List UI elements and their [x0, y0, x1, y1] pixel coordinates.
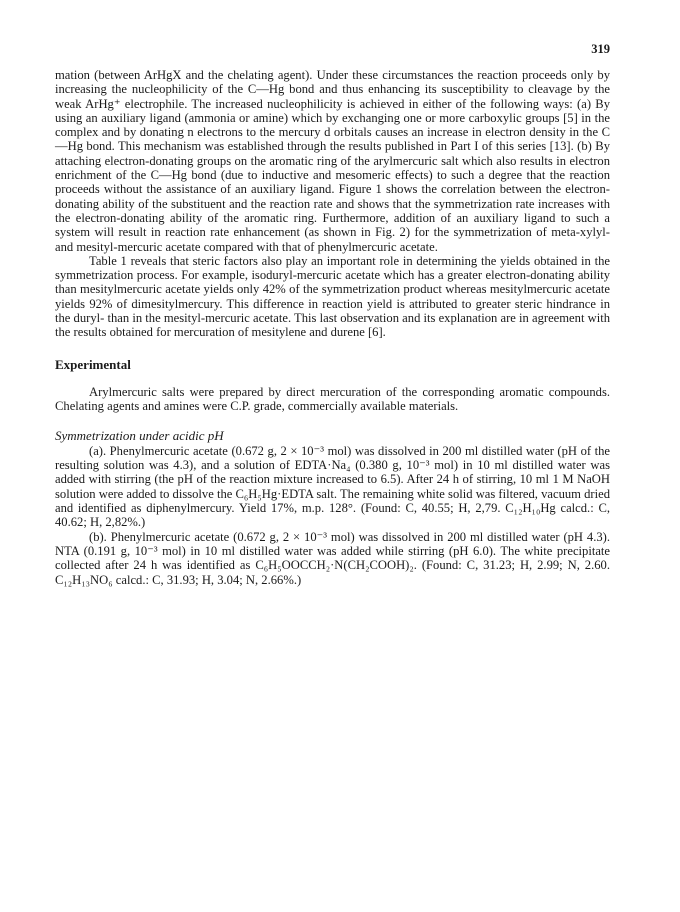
procedure-a-paragraph: (a). Phenylmercuric acetate (0.672 g, 2 × 10⁻³ mol) was dissolved in 200 ml distilled water (pH of the resulting solution was 4.3), and a solution of EDTA·Na₄ (0.380 g, 10⁻³ mol) in 10 ml distilled water was added with stirring (the pH of the reaction mixture increased to 6.5). After 24 h of stirring, 10 ml 1 M NaOH solution were added to dissolve the C₆H₅Hg·EDTA salt. The remaining white solid was filtered, vacuum dried and identified as diphenylmercury. Yield 17%, m.p. 128°. (Found: C, 40.55; H, 2,79. C₁₂H₁₀Hg calcd.: C, 40.62; H, 2,82%.) — [55, 443, 610, 530]
section-subheading: Symmetrization under acidic pH — [55, 427, 224, 443]
intro-paragraph: mation (between ArHgX and the chelating agent). Under these circumstances the reaction proceeds only by increasing the nucleophilicity of the C—Hg bond and thus enhancing its susceptibility to cleavage by the weak ArHg⁺ electrophile. The increased nucleophilicity is achieved in either of the following ways: (a) By using an auxiliary ligand (ammonia or amine) which by exchanging one or more carboxylic groups [5] in the complex and by donating n electrons to the mercury d orbitals causes an increase in electron density in the C—Hg bond. This mechanism was established through the results published in Part I of this series [13]. (b) By attaching electron-donating groups on the aromatic ring of the arylmercuric salt which also results in electron enrichment of the C—Hg bond (due to inductive and mesomeric effects) to such a degree that the reaction proceeds without the assistance of an auxiliary ligand. Figure 1 shows the correlation between the electron-donating ability of the substituent and the reaction rate and shows that the symmetrization rate increases with the electron-donating ability of the aromatic ring. Furthermore, addition of an auxiliary ligand to such a system will result in reaction rate enhancement (as shown in Fig. 2) for the symmetrization of meta-xylyl- and mesityl-mercuric acetate compared with that of phenylmercuric acetate. — [55, 68, 610, 254]
experimental-heading: Experimental — [55, 356, 131, 372]
procedure-b-paragraph: (b). Phenylmercuric acetate (0.672 g, 2 × 10⁻³ mol) was dissolved in 200 ml distilled water (pH 4.3). NTA (0.191 g, 10⁻³ mol) in 10 ml distilled water was added while stirring (pH 6.0). The white precipitate collected after 24 h was identified as C₆H₅OOCCH₂·N(CH₂COOH)₂. (Found: C, 31.23; H, 2.99; N, 2.60. C₁₂H₁₃NO₆ calcd.: C, 31.93; H, 3.04; N, 2.66%.) — [55, 529, 610, 587]
page-number: 319 — [591, 42, 610, 56]
experimental-paragraph: Arylmercuric salts were prepared by direct mercuration of the corresponding aromatic compounds. Chelating agents and amines were C.P. grade, commercially available materials. — [55, 384, 610, 414]
table-discussion-paragraph: Table 1 reveals that steric factors also play an important role in determining the yields obtained in the symmetrization process. For example, isoduryl-mercuric acetate which has a greater electron-donating ability than mesitylmercuric acetate yields only 42% of the symmetrization product whereas mesitylmercuric acetate yields 92% of dimesitylmercury. This difference in reaction yield is attributed to greater steric hindrance in the duryl- than in the mesityl-mercuric acetate. This last observation and its explanation are in agreement with the results obtained for mercuration of mesitylene and durene [6]. — [55, 253, 610, 340]
body-text — [55, 68, 610, 587]
